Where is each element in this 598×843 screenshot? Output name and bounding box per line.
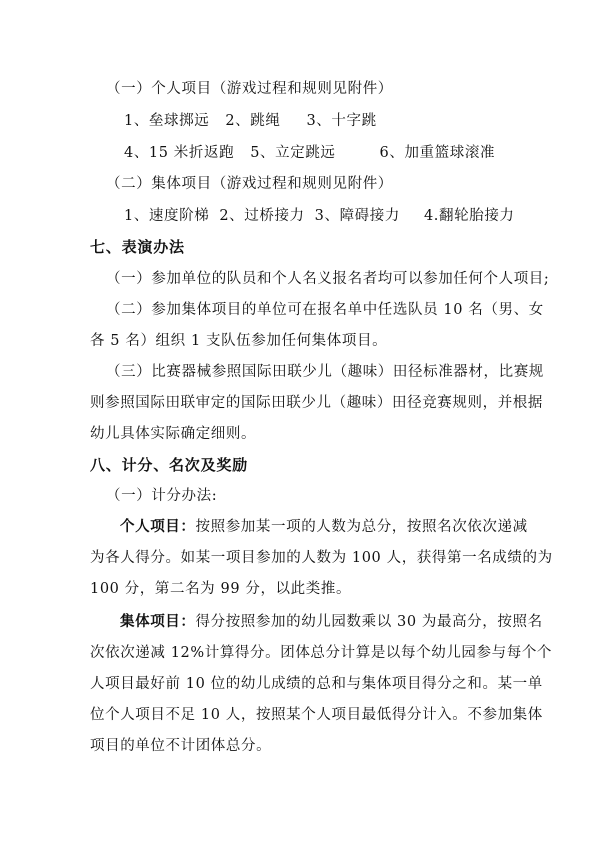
individual-project-label: 个人项目： (120, 519, 196, 535)
list-item: 2、跳绳 (225, 113, 281, 129)
list-item: 3、障碍接力 (314, 208, 400, 224)
paragraph-line: 幼儿具体实际确定细则。 (90, 426, 257, 442)
individual-project-text: 按照参加某一项的人数为总分，按照名次依次递减 (195, 519, 528, 535)
group-project-text: 得分按照参加的幼儿园数乘以 30 为最高分，按照名 (195, 614, 543, 630)
list-item: 3、十字跳 (306, 113, 377, 129)
paragraph-line: （一）参加单位的队员和个人名义报名者均可以参加任何个人项目; (106, 271, 550, 287)
paragraph-line: （二）参加集体项目的单位可在报名单中任选队员 10 名（男、女 (106, 302, 544, 318)
paragraph-line: 为各人得分。如某一项目参加的人数为 100 人，获得第一名成绩的为 (90, 550, 553, 566)
paragraph-line: 人项目最好前 10 位的幼儿成绩的总和与集体项目得分之和。某一单 (90, 676, 543, 692)
list-item: 2、过桥接力 (219, 208, 305, 224)
paragraph-line (120, 612, 543, 632)
section-group-title: （二）集体项目（游戏过程和规则见附件） (106, 176, 393, 192)
group-project-label: 集体项目： (120, 614, 196, 630)
paragraph-line: 各 5 名）组织 1 支队伍参加任何集体项目。 (90, 333, 388, 349)
section-individual-title: （一）个人项目（游戏过程和规则见附件） (106, 81, 393, 97)
paragraph-line: 位个人项目不足 10 人，按照某个人项目最低得分计入。不参加集体 (90, 707, 543, 723)
list-item: 1、速度阶梯 (124, 208, 210, 224)
list-item: 1、垒球掷远 (124, 113, 210, 129)
paragraph-line: 则参照国际田联审定的国际田联少儿（趣味）田径竞赛规则，并根据 (90, 395, 543, 411)
heading-scoring-ranking-awards: 八、计分、名次及奖励 (90, 456, 249, 474)
list-item: 6、加重篮球滚准 (379, 145, 496, 161)
individual-items-row-1 (124, 111, 377, 131)
list-item: 5、立定跳远 (250, 145, 336, 161)
individual-items-row-2 (124, 143, 495, 163)
list-item: 4、15 米折返跑 (124, 145, 235, 161)
heading-performance-method: 七、表演办法 (90, 238, 185, 256)
paragraph-line: （三）比赛器械参照国际田联少儿（趣味）田径标准器材，比赛规 (106, 364, 544, 380)
paragraph-line: 次依次递减 12%计算得分。团体总分计算是以每个幼儿园参与每个个 (90, 645, 553, 661)
list-item: 4.翻轮胎接力 (423, 208, 515, 224)
paragraph-line (120, 517, 528, 537)
subheading-scoring-method: （一）计分办法: (106, 488, 218, 504)
paragraph-line: 100 分，第二名为 99 分，以此类推。 (90, 581, 352, 597)
paragraph-line: 项目的单位不计团体总分。 (90, 738, 272, 754)
group-items-row (124, 206, 515, 226)
